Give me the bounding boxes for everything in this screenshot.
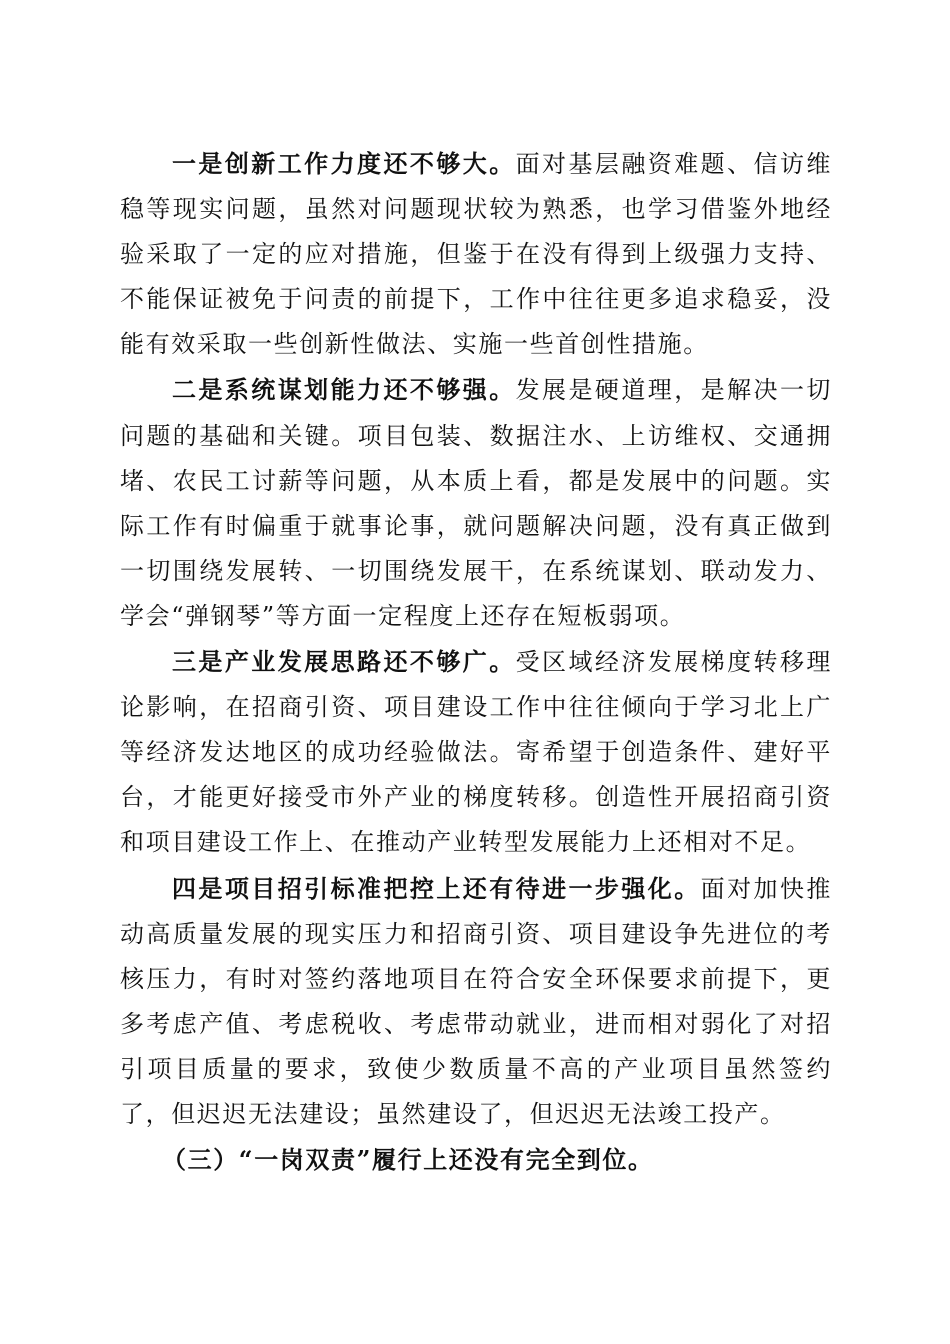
paragraph-1-lead: 一是创新工作力度还不够大。 <box>172 149 516 178</box>
document-body <box>120 141 832 1182</box>
paragraph-2 <box>120 367 832 639</box>
paragraph-2-body: 发展是硬道理，是解决一切问题的基础和关键。项目包装、数据注水、上访维权、交通拥堵、农民工讨薪等问题，从本质上看，都是发展中的问题。实际工作有时偏重于就事论事，就问题解决问题，没有真正做到一切围绕发展转、一切围绕发展干，在系统谋划、联动发力、学会“弹钢琴”等方面一定程度上还存在短板弱项。 <box>120 376 832 630</box>
paragraph-2-lead: 二是系统谋划能力还不够强。 <box>172 375 516 405</box>
paragraph-3-lead: 三是产业发展思路还不够广。 <box>172 647 516 677</box>
paragraph-3-body: 受区域经济发展梯度转移理论影响，在招商引资、项目建设工作中往往倾向于学习北上广等经济发达地区的成功经验做法。寄希望于创造条件、建好平台，才能更好接受市外产业的梯度转移。创造性开展招商引资和项目建设工作上、在推动产业转型发展能力上还相对不足。 <box>120 648 832 857</box>
paragraph-3 <box>120 639 832 865</box>
paragraph-4 <box>120 866 832 1138</box>
paragraph-1 <box>120 141 832 367</box>
paragraph-4-lead: 四是项目招引标准把控上还有待进一步强化。 <box>172 873 701 903</box>
paragraph-4-body: 面对加快推动高质量发展的现实压力和招商引资、项目建设争先进位的考核压力，有时对签约落地项目在符合安全环保要求前提下，更多考虑产值、考虑税收、考虑带动就业，进而相对弱化了对招引项目质量的要求，致使少数质量不高的产业项目虽然签约了，但迟迟无法建设；虽然建设了，但迟迟无法竣工投产。 <box>120 874 833 1128</box>
section-heading: （三）“一岗双责”履行上还没有完全到位。 <box>162 1145 654 1175</box>
paragraph-1-body: 面对基层融资难题、信访维稳等现实问题，虽然对问题现状较为熟悉，也学习借鉴外地经验采取了一定的应对措施，但鉴于在没有得到上级强力支持、不能保证被免于问责的前提下，工作中往往更多追求稳妥，没能有效采取一些创新性做法、实施一些首创性措施。 <box>120 150 832 359</box>
